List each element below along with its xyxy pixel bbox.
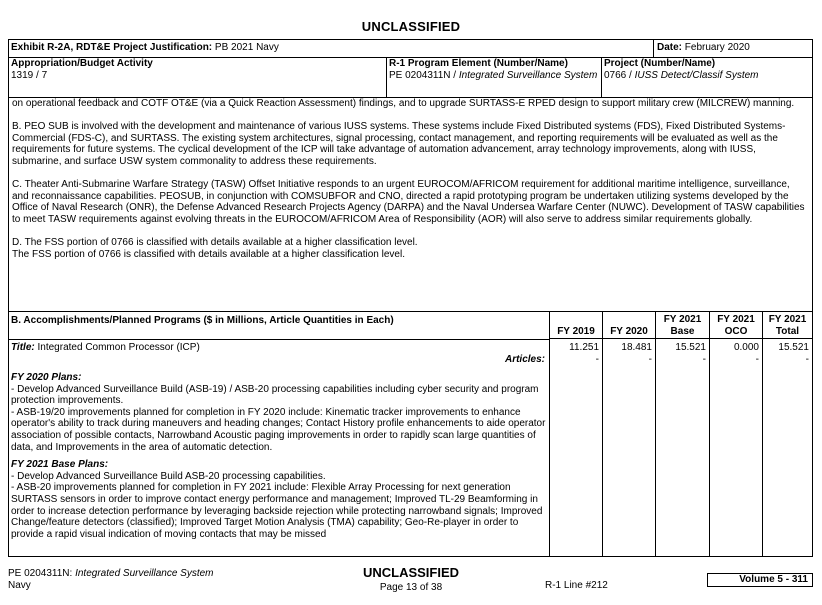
header-divider: [9, 339, 549, 340]
amount-value: 18.481: [621, 342, 652, 353]
r1-line: R-1 Line #212: [545, 580, 608, 591]
narrative-paragraph: B. PEO SUB is involved with the development and maintenance of various IUSS systems. These systems include Fixed Distributed systems (FDS), Fixed Distributed Systems-Commercial (FDS-C), and SURTASS. The existing system architectures, signal processing, contact management, and reporting requirements will be evaluated as well as the requirements for future systems. The cyclical development of the ICP will take advantage of automation advancement, array technology improvements, along with IUSS, submarine, and surface USW system commonality to address these requirements.: [12, 121, 786, 167]
column-fy2021-total: [762, 312, 812, 557]
volume-box: Volume 5 - 311: [707, 573, 813, 587]
exhibit-row: [9, 40, 812, 58]
column-fy2020: [602, 312, 655, 557]
articles-value: -: [805, 354, 809, 365]
section-b-heading: B. Accomplishments/Planned Programs ($ in Millions, Article Quantities in Each): [11, 315, 394, 326]
amount-value: 0.000: [733, 342, 759, 353]
program-element-cell: R-1 Program Element (Number/Name) PE 0204311N / Integrated Surveillance System: [386, 57, 601, 97]
plans-text: [11, 372, 547, 540]
fy2021-plans-heading: FY 2021 Base Plans:: [11, 459, 109, 471]
program-title: Title: Integrated Common Processor (ICP): [11, 342, 200, 353]
plan-line: - Develop Advanced Surveillance Build ASB-20 processing capabilities.: [11, 470, 326, 482]
narrative-paragraph-d: D. The FSS portion of 0766 is classified with details available at a higher classification level. The FSS portion of 0766 is classified with details available at a higher classification level.: [12, 237, 418, 260]
classification-banner-bottom: UNCLASSIFIED: [362, 565, 460, 580]
appropriation-cell: Appropriation/Budget Activity 1319 / 7: [11, 58, 153, 81]
column-fy2021-oco: [709, 312, 762, 557]
plan-line: - ASB-19/20 improvements planned for completion in FY 2020 include: Kinematic tracker improvements to enhance operator's ability to track during maneuvers and heading changes; Contact History profile enhancements to aide operator association of possible contacts, Narrowband Acoustic paging improvements in order to rapidly scan large quantities of data, and Improvements in the area of automatic detection.: [11, 406, 546, 453]
plan-line: - ASB-20 improvements planned for completion in FY 2021 include: Flexible Array Processing for next generation SURTASS sensors in order to improve contact energy performance and management; Improved TL-29 Beamforming in order to increase detection performance by leveraging backside rejection while protecting narrowband signals; Improved Change/feature detectors (classified); Improved Target Motion Analysis (TMA) capability; Geo-Re-player in order to provide a rapid visual indication of moving contacts that may be missed: [11, 482, 543, 540]
column-header: FY 2021 Base: [656, 312, 709, 339]
exhibit-frame: [8, 39, 813, 557]
narrative-section: [12, 98, 808, 260]
plan-line: - Develop Advanced Surveillance Build (ASB-19) / ASB-20 processing capabilities including cyber security and program protection improvements.: [11, 383, 539, 407]
column-fy2021-base: [655, 312, 709, 557]
project-cell: Project (Number/Name) 0766 / IUSS Detect/Classif System: [601, 57, 812, 97]
accomplishments-table: [9, 311, 812, 557]
amount-value: 15.521: [675, 342, 706, 353]
date-cell: Date: February 2020: [653, 40, 812, 57]
exhibit-title: Exhibit R-2A, RDT&E Project Justification: PB 2021 Navy: [11, 42, 279, 53]
articles-value: -: [755, 354, 759, 365]
narrative-paragraph: C. Theater Anti-Submarine Warfare Strategy (TASW) Offset Initiative responds to an urgent EUROCOM/AFRICOM requirement for additional maritime intelligence, surveillance, and reconnaissance capabilities. PEOSUB, in conjunction with COMSUBFOR and CNO, directed a rapid prototyping program be undertaken utilizing systems developed by the Office of Naval Research (ONR), the Defense Advanced Research Projects Agency (DARPA) and the Naval Undersea Warfare Center (NUWC). Development of TASW capabilities to meet TASW requirements against evolving threats in the EUROCOM/AFRICOM Area of Responsibility (AOR) will also serve to address similar requirements globally.: [12, 179, 805, 225]
column-header: FY 2021 Total: [763, 312, 812, 339]
page-number: Page 13 of 38: [379, 582, 443, 593]
articles-value: -: [648, 354, 652, 365]
articles-value: -: [595, 354, 599, 365]
footer-center: [0, 565, 822, 593]
articles-label: Articles:: [504, 354, 545, 365]
footer-program: PE 0204311N: Integrated Surveillance System Navy: [8, 568, 214, 591]
program-info-row: [9, 57, 812, 98]
column-header: FY 2021 OCO: [710, 312, 762, 339]
fy2020-plans-heading: FY 2020 Plans:: [11, 372, 82, 383]
amount-value: 15.521: [778, 342, 809, 353]
column-header: FY 2019: [550, 312, 602, 339]
column-header: FY 2020: [603, 312, 655, 339]
column-fy2019: [549, 312, 602, 557]
classification-banner-top: UNCLASSIFIED: [361, 19, 461, 34]
articles-value: -: [702, 354, 706, 365]
narrative-paragraph: on operational feedback and COTF OT&E (via a Quick Reaction Assessment) findings, and to upgrade SURTASS-E RPED design to support military crew (MILCREW) manning.: [12, 98, 795, 109]
amount-value: 11.251: [569, 342, 599, 353]
